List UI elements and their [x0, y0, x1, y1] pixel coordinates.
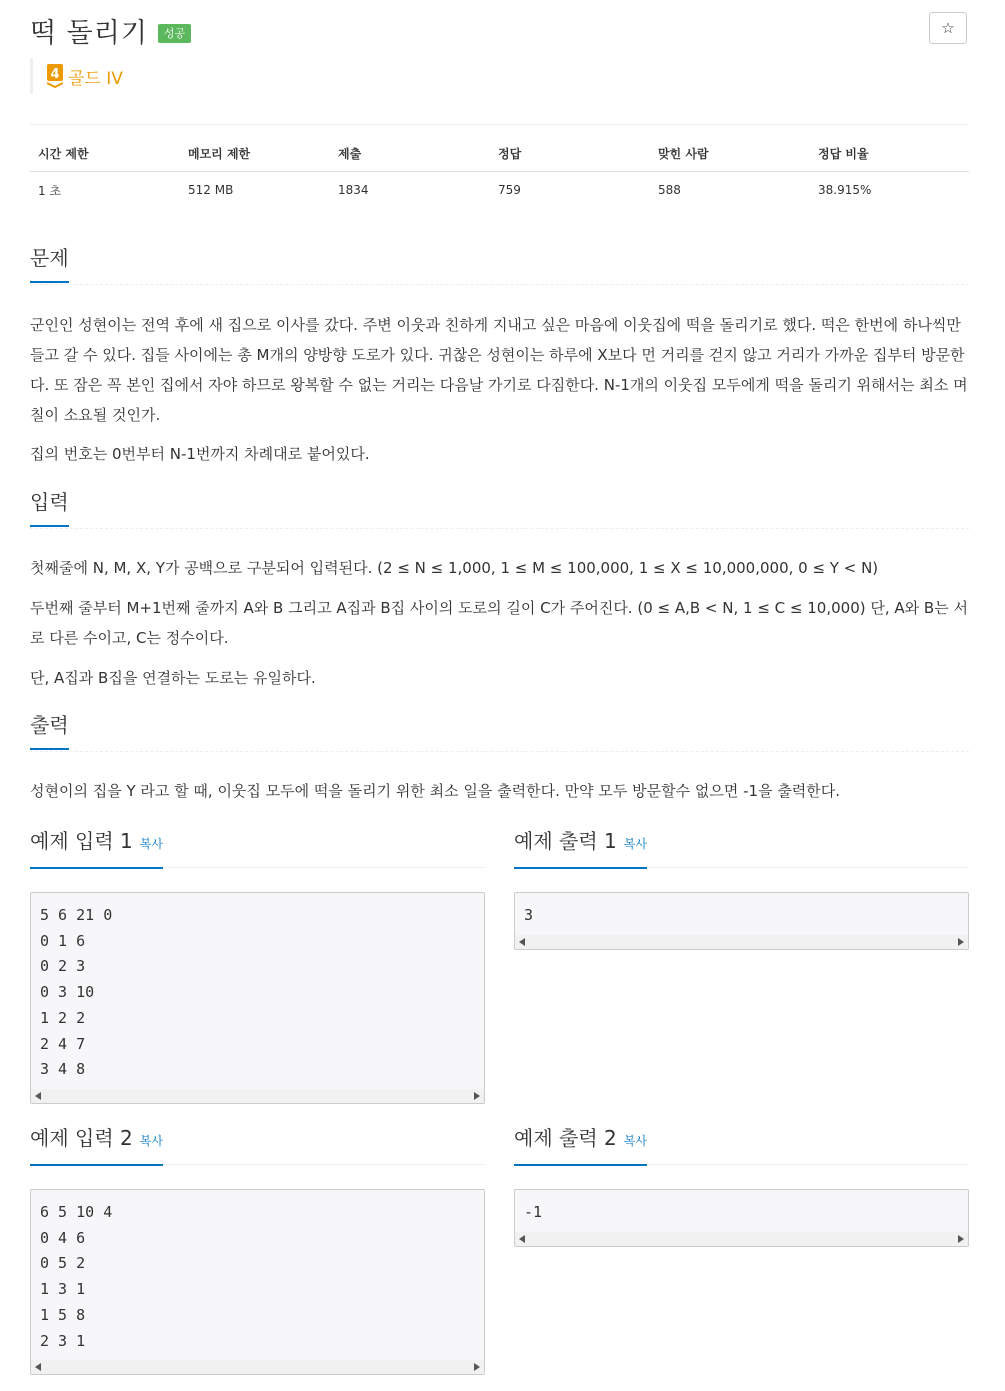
problem-title: 떡 돌리기 [30, 17, 148, 49]
memory-limit-value: 512 MB [188, 183, 234, 197]
scroll-left-arrow-icon[interactable] [519, 1235, 525, 1243]
problem-info-table [30, 144, 969, 209]
sample-output-1-title: 예제 출력 1 [514, 829, 617, 853]
submissions-header: 제출 [330, 144, 490, 171]
scroll-right-arrow-icon[interactable] [474, 1363, 480, 1371]
input-paragraph-3: 단, A집과 B집을 연결하는 도로는 유일하다. [30, 669, 316, 687]
title-row [30, 12, 191, 48]
sample-output-2-heading [514, 1124, 969, 1165]
scroll-right-arrow-icon[interactable] [474, 1092, 480, 1100]
copy-sample-output-2-link[interactable]: 복사 [623, 1134, 647, 1148]
input-heading [30, 488, 969, 529]
submissions-value: 1834 [338, 183, 369, 197]
sample-input-2-text: 6 5 10 4 0 4 6 0 5 2 1 3 1 1 5 8 2 3 1 [40, 1203, 113, 1350]
sample-output-2-scrollbar[interactable] [515, 1232, 968, 1246]
scroll-left-arrow-icon[interactable] [35, 1092, 41, 1100]
header-divider [30, 124, 969, 125]
sample-output-2-text: -1 [524, 1203, 543, 1221]
info-value-row [30, 171, 969, 209]
sample-input-2-title: 예제 입력 2 [30, 1126, 133, 1150]
sample-input-1-text: 5 6 21 0 0 1 6 0 2 3 0 3 10 1 2 2 2 4 7 3 4 8 [40, 906, 113, 1079]
scroll-right-arrow-icon[interactable] [958, 1235, 964, 1243]
solvers-header: 맞힌 사람 [650, 144, 810, 171]
sample-input-2-box [30, 1189, 485, 1375]
star-icon: ☆ [941, 19, 955, 37]
output-paragraph-1: 성현이의 집을 Y 라고 할 때, 이웃집 모두에 떡을 돌리기 위한 최소 일을 출력한다. 만약 모두 방문할수 없으면 -1을 출력한다. [30, 782, 841, 800]
ratio-value: 38.915% [818, 183, 872, 197]
sample-output-1-box [514, 892, 969, 950]
output-title: 출력 [30, 711, 69, 750]
info-header-row [30, 144, 969, 171]
copy-sample-output-1-link[interactable]: 복사 [623, 837, 647, 851]
sample-output-1-text: 3 [524, 906, 534, 924]
tier-box [30, 58, 123, 94]
input-paragraph-1: 첫째줄에 N, M, X, Y가 공백으로 구분되어 입력된다. (2 ≤ N ≤ 1,000, 1 ≤ M ≤ 100,000, 1 ≤ X ≤ 10,000,000, 0 ≤ Y < N) [30, 559, 879, 577]
description-paragraph-2: 집의 번호는 0번부터 N-1번까지 차례대로 붙어있다. [30, 445, 370, 463]
scroll-right-arrow-icon[interactable] [958, 938, 964, 946]
time-limit-header: 시간 제한 [30, 144, 180, 171]
sample-input-2-scrollbar[interactable] [31, 1360, 484, 1374]
tier-badge-icon [47, 64, 63, 88]
sample-input-2-heading [30, 1124, 485, 1165]
sample-output-2-title: 예제 출력 2 [514, 1126, 617, 1150]
memory-limit-header: 메모리 제한 [180, 144, 330, 171]
sample-input-1-box [30, 892, 485, 1104]
copy-sample-input-1-link[interactable]: 복사 [139, 837, 163, 851]
description-heading [30, 244, 969, 285]
tier-number: 4 [50, 67, 60, 82]
solvers-value: 588 [658, 183, 681, 197]
sample-input-1-title: 예제 입력 1 [30, 829, 133, 853]
accepted-header: 정답 [490, 144, 650, 171]
sample-input-1-scrollbar[interactable] [31, 1089, 484, 1103]
description-title: 문제 [30, 244, 69, 283]
sample-output-1-heading [514, 827, 969, 868]
description-paragraph-1: 군인인 성현이는 전역 후에 새 집으로 이사를 갔다. 주변 이웃과 친하게 지내고 싶은 마음에 이웃집에 떡을 돌리기로 했다. 떡은 한번에 하나씩만 들고 갈 수 있다. 집들 사이에는 총 M개의 양방향 도로가 있다. 귀찮은 성현이는 하루에 X보다 먼 거리를 걷지 않고 거리가 가까운 집부터 방문한다. 또 잠은 꼭 본인 집에서 자야 하므로 왕복할 수 없는 거리는 다음날 가기로 다짐한다. N-1개의 이웃집 모두에게 떡을 돌리기 위해서는 최소 며칠이 소요될 것인가. [30, 316, 968, 424]
sample-input-1-heading [30, 827, 485, 868]
ratio-header: 정답 비율 [810, 144, 969, 171]
tier-label[interactable]: 골드 IV [68, 68, 123, 89]
scroll-left-arrow-icon[interactable] [519, 938, 525, 946]
sample-output-2-box [514, 1189, 969, 1247]
status-badge: 성공 [158, 24, 191, 43]
input-paragraph-2: 두번째 줄부터 M+1번째 줄까지 A와 B 그리고 A집과 B집 사이의 도로의 길이 C가 주어진다. (0 ≤ A,B < N, 1 ≤ C ≤ 10,000) 단, A와 B는 서로 다른 수이고, C는 정수이다. [30, 599, 968, 647]
input-title: 입력 [30, 488, 69, 527]
star-button[interactable] [929, 12, 967, 44]
sample-output-1-scrollbar[interactable] [515, 935, 968, 949]
copy-sample-input-2-link[interactable]: 복사 [139, 1134, 163, 1148]
time-limit-value: 1 초 [38, 183, 62, 198]
accepted-value: 759 [498, 183, 521, 197]
output-heading [30, 711, 969, 752]
scroll-left-arrow-icon[interactable] [35, 1363, 41, 1371]
